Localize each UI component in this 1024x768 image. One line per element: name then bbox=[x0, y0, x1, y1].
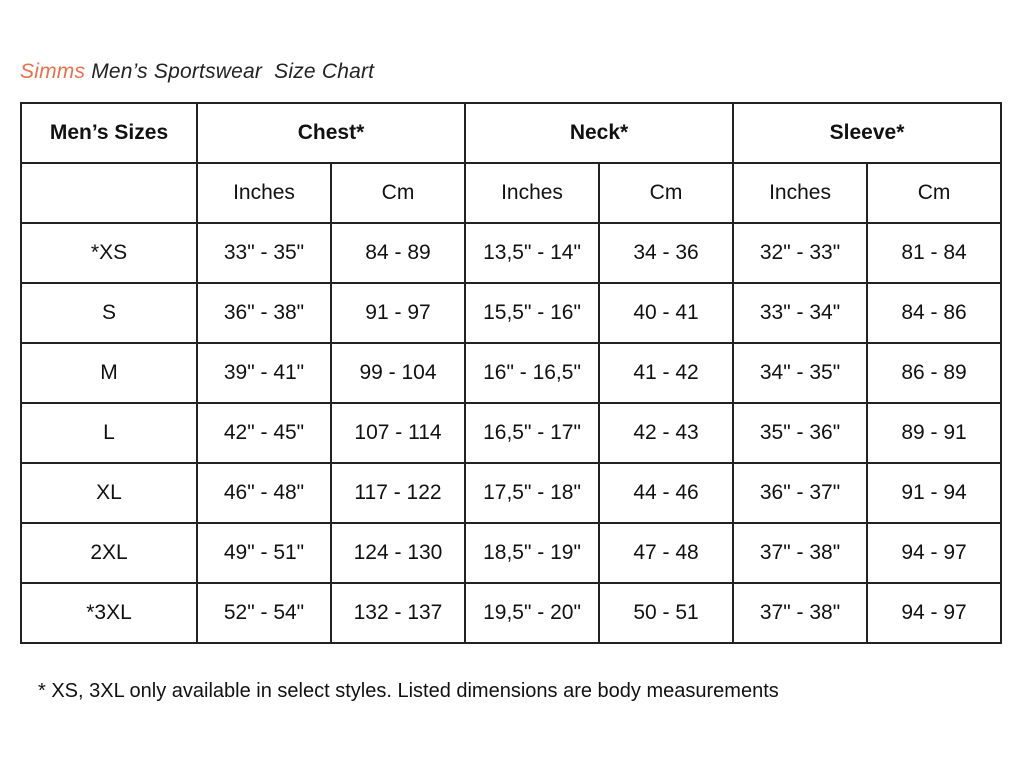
chest-inches-value: 46" - 48" bbox=[197, 463, 331, 523]
neck-cm-value: 40 - 41 bbox=[599, 283, 733, 343]
neck-inches-value: 19,5" - 20" bbox=[465, 583, 599, 643]
header-mens-sizes: Men’s Sizes bbox=[21, 103, 197, 163]
sleeve-cm-value: 91 - 94 bbox=[867, 463, 1001, 523]
size-label: XL bbox=[21, 463, 197, 523]
neck-cm-value: 50 - 51 bbox=[599, 583, 733, 643]
table-row bbox=[21, 343, 1001, 403]
unit-chest-cm: Cm bbox=[331, 163, 465, 223]
sleeve-cm-value: 89 - 91 bbox=[867, 403, 1001, 463]
size-label: *XS bbox=[21, 223, 197, 283]
neck-cm-value: 42 - 43 bbox=[599, 403, 733, 463]
sleeve-cm-value: 84 - 86 bbox=[867, 283, 1001, 343]
size-table bbox=[20, 102, 1002, 644]
chest-cm-value: 84 - 89 bbox=[331, 223, 465, 283]
chest-inches-value: 39" - 41" bbox=[197, 343, 331, 403]
chest-inches-value: 52" - 54" bbox=[197, 583, 331, 643]
chest-inches-value: 42" - 45" bbox=[197, 403, 331, 463]
sleeve-cm-value: 81 - 84 bbox=[867, 223, 1001, 283]
chest-cm-value: 91 - 97 bbox=[331, 283, 465, 343]
chart-title-text: Men’s Sportswear Size Chart bbox=[85, 60, 375, 83]
neck-cm-value: 44 - 46 bbox=[599, 463, 733, 523]
chest-cm-value: 124 - 130 bbox=[331, 523, 465, 583]
chart-title bbox=[20, 60, 374, 84]
neck-inches-value: 16" - 16,5" bbox=[465, 343, 599, 403]
size-label: M bbox=[21, 343, 197, 403]
sleeve-cm-value: 86 - 89 bbox=[867, 343, 1001, 403]
table-row bbox=[21, 223, 1001, 283]
sleeve-cm-value: 94 - 97 bbox=[867, 583, 1001, 643]
chest-inches-value: 36" - 38" bbox=[197, 283, 331, 343]
chest-inches-value: 49" - 51" bbox=[197, 523, 331, 583]
header-sleeve: Sleeve* bbox=[733, 103, 1001, 163]
chest-inches-value: 33" - 35" bbox=[197, 223, 331, 283]
table-row bbox=[21, 463, 1001, 523]
table-row bbox=[21, 403, 1001, 463]
header-row bbox=[21, 103, 1001, 163]
table-row bbox=[21, 283, 1001, 343]
size-label: 2XL bbox=[21, 523, 197, 583]
chest-cm-value: 117 - 122 bbox=[331, 463, 465, 523]
chest-cm-value: 107 - 114 bbox=[331, 403, 465, 463]
neck-inches-value: 16,5" - 17" bbox=[465, 403, 599, 463]
sleeve-inches-value: 32" - 33" bbox=[733, 223, 867, 283]
sleeve-inches-value: 35" - 36" bbox=[733, 403, 867, 463]
sleeve-inches-value: 33" - 34" bbox=[733, 283, 867, 343]
neck-inches-value: 15,5" - 16" bbox=[465, 283, 599, 343]
unit-neck-cm: Cm bbox=[599, 163, 733, 223]
footnote: * XS, 3XL only available in select styles. Listed dimensions are body measurements bbox=[38, 680, 779, 702]
neck-cm-value: 34 - 36 bbox=[599, 223, 733, 283]
unit-neck-inches: Inches bbox=[465, 163, 599, 223]
header-neck: Neck* bbox=[465, 103, 733, 163]
neck-inches-value: 13,5" - 14" bbox=[465, 223, 599, 283]
header-chest: Chest* bbox=[197, 103, 465, 163]
sleeve-inches-value: 37" - 38" bbox=[733, 523, 867, 583]
chest-cm-value: 99 - 104 bbox=[331, 343, 465, 403]
sleeve-inches-value: 37" - 38" bbox=[733, 583, 867, 643]
unit-row bbox=[21, 163, 1001, 223]
table-row bbox=[21, 583, 1001, 643]
unit-cell-empty bbox=[21, 163, 197, 223]
chest-cm-value: 132 - 137 bbox=[331, 583, 465, 643]
size-label: L bbox=[21, 403, 197, 463]
neck-cm-value: 47 - 48 bbox=[599, 523, 733, 583]
size-label: *3XL bbox=[21, 583, 197, 643]
unit-sleeve-inches: Inches bbox=[733, 163, 867, 223]
neck-inches-value: 17,5" - 18" bbox=[465, 463, 599, 523]
sleeve-cm-value: 94 - 97 bbox=[867, 523, 1001, 583]
neck-cm-value: 41 - 42 bbox=[599, 343, 733, 403]
neck-inches-value: 18,5" - 19" bbox=[465, 523, 599, 583]
unit-chest-inches: Inches bbox=[197, 163, 331, 223]
size-label: S bbox=[21, 283, 197, 343]
table-row bbox=[21, 523, 1001, 583]
unit-sleeve-cm: Cm bbox=[867, 163, 1001, 223]
sleeve-inches-value: 34" - 35" bbox=[733, 343, 867, 403]
sleeve-inches-value: 36" - 37" bbox=[733, 463, 867, 523]
brand-name: Simms bbox=[20, 60, 86, 83]
